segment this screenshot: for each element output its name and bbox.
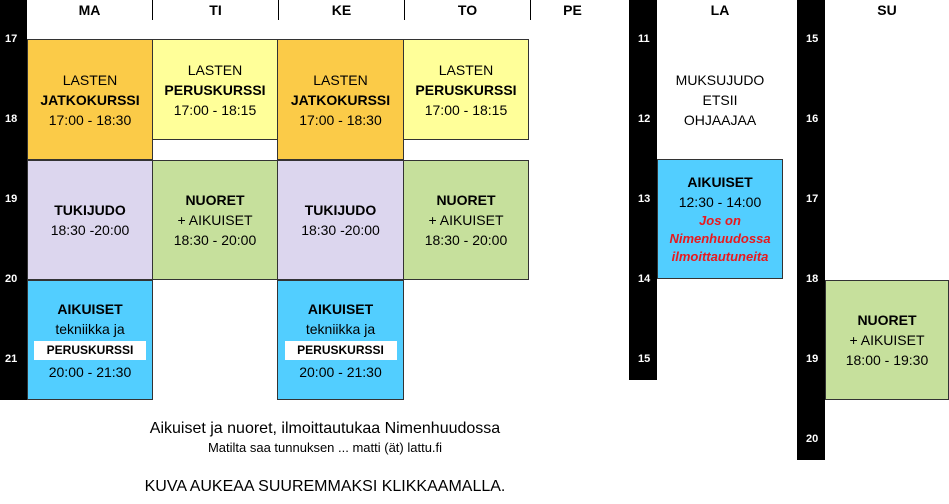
la-aikuiset-time: 12:30 - 14:00 <box>678 194 762 210</box>
ma-tukijudo-time: 18:30 -20:00 <box>50 222 130 238</box>
la-hour-14: 14 <box>638 273 651 285</box>
ke-peruskurssi-tag: PERUSKURSSI <box>285 341 397 360</box>
to-perus-time: 17:00 - 18:15 <box>424 101 508 118</box>
ma-tukijudo-title: TUKIJUDO <box>54 202 126 218</box>
footer-line3[interactable]: KUVA AUKEAA SUUREMMAKSI KLIKKAAMALLA. <box>144 478 506 495</box>
su-hour-17: 17 <box>806 193 819 205</box>
header-ti: TI <box>209 2 222 18</box>
la-hour-11: 11 <box>638 33 650 45</box>
ke-aikuiset-sub: tekniikka ja <box>305 320 376 337</box>
ti-nuoret-title: NUORET <box>185 192 245 208</box>
la-muksujudo <box>657 40 783 160</box>
ma-lasten-jatkokurssi <box>27 39 153 160</box>
ma-aikuiset-title: AIKUISET <box>57 300 123 317</box>
su-hour-15: 15 <box>806 33 819 45</box>
la-aikuiset-note2: Nimenhuudossa <box>669 231 771 246</box>
hour-17: 17 <box>5 33 18 45</box>
ti-nuoret-sub: + AIKUISET <box>177 212 253 228</box>
weekday-hour-column <box>0 20 27 400</box>
su-nuoret-title: NUORET <box>857 312 917 328</box>
la-muksujudo-line3: OHJAAJAA <box>683 112 757 128</box>
footer-line2: Matilta saa tunnuksen ... matti (ät) lattu.fi <box>207 440 443 455</box>
ti-perus-time: 17:00 - 18:15 <box>173 101 257 118</box>
hour-18: 18 <box>5 113 18 125</box>
header-su: SU <box>877 2 897 18</box>
la-aikuiset-title: AIKUISET <box>687 174 753 190</box>
header-ke: KE <box>331 2 352 18</box>
header-to: TO <box>457 2 478 18</box>
ma-jatko-line2: JATKOKURSSI <box>40 91 140 108</box>
header-pe: PE <box>563 2 582 18</box>
header-ma: MA <box>78 2 101 18</box>
su-nuoret-sub: + AIKUISET <box>849 332 925 348</box>
ma-aikuiset-time: 20:00 - 21:30 <box>48 363 132 380</box>
la-aikuiset-note1: Jos on <box>699 213 741 228</box>
la-muksujudo-line2: ETSII <box>702 92 738 108</box>
ma-tukijudo <box>27 160 153 280</box>
ke-aikuiset-time: 20:00 - 21:30 <box>299 363 382 380</box>
ti-perus-line1: LASTEN <box>187 61 243 78</box>
ke-tukijudo-time: 18:30 -20:00 <box>301 222 380 238</box>
ma-jatko-time: 17:00 - 18:30 <box>48 111 132 128</box>
to-perus-line1: LASTEN <box>438 61 494 78</box>
ke-jatko-time: 17:00 - 18:30 <box>299 111 382 128</box>
ti-perus-line2: PERUSKURSSI <box>164 81 266 98</box>
su-hour-18: 18 <box>806 273 819 285</box>
la-hour-15: 15 <box>638 353 651 365</box>
ma-peruskurssi-tag: PERUSKURSSI <box>34 341 146 360</box>
hour-21: 21 <box>5 353 18 365</box>
ma-aikuiset <box>27 280 153 400</box>
la-hour-12: 12 <box>638 113 651 125</box>
ke-jatko-line2: JATKOKURSSI <box>290 91 391 108</box>
ke-lasten-jatkokurssi <box>277 39 404 160</box>
su-nuoret <box>825 280 949 400</box>
la-aikuiset <box>657 159 783 279</box>
su-hour-19: 19 <box>806 353 819 365</box>
to-lasten-peruskurssi <box>403 39 529 140</box>
ti-lasten-peruskurssi <box>152 39 278 140</box>
ke-jatko-line1: LASTEN <box>313 71 368 88</box>
ke-aikuiset <box>277 280 404 400</box>
hour-19: 19 <box>5 193 18 205</box>
ti-nuoret <box>152 160 278 280</box>
su-nuoret-time: 18:00 - 19:30 <box>845 352 929 368</box>
ke-tukijudo <box>277 160 404 280</box>
to-nuoret <box>403 160 529 280</box>
la-muksujudo-line1: MUKSUJUDO <box>675 72 765 88</box>
ma-aikuiset-sub: tekniikka ja <box>55 320 125 337</box>
to-nuoret-time: 18:30 - 20:00 <box>424 232 508 248</box>
ma-jatko-line1: LASTEN <box>62 71 118 88</box>
su-hour-20: 20 <box>806 433 819 445</box>
la-aikuiset-note3: ilmoittautuneita <box>671 249 769 264</box>
to-nuoret-title: NUORET <box>436 192 496 208</box>
to-nuoret-sub: + AIKUISET <box>428 212 504 228</box>
ke-aikuiset-title: AIKUISET <box>307 300 374 317</box>
la-hour-13: 13 <box>638 193 651 205</box>
ti-nuoret-time: 18:30 - 20:00 <box>173 232 257 248</box>
header-la: LA <box>710 2 730 18</box>
ke-tukijudo-title: TUKIJUDO <box>304 202 377 218</box>
footer-line1: Aikuiset ja nuoret, ilmoittautukaa Nimenhuudossa <box>149 420 501 437</box>
to-perus-line2: PERUSKURSSI <box>415 81 517 98</box>
su-hour-16: 16 <box>806 113 819 125</box>
hour-20: 20 <box>5 273 18 285</box>
